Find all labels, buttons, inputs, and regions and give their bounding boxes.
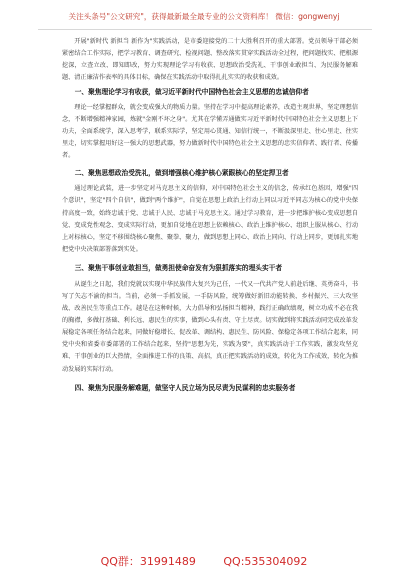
qq-group-text: QQ群：31991489 xyxy=(100,555,196,568)
header-divider xyxy=(38,29,372,30)
article-body xyxy=(62,36,358,394)
section-1-paragraph: 理论一经掌握群众，就会变成强大的物质力量。坚持在学习中提高理论素养，改造主观世界，坚定理想信念，不断增强精神家园，炼就"金刚不坏之身"。尤其在学懂弄通做实习近平新时代中国特色社会主义思想上下功夫，全面系统学，深入思考学，联系实际学，坚定用心贯通、知信行统一，不断汲深里走、往心里走、往实里走，切实掌握用好这一强大的思想武器，努力做新时代中国特色社会主义思想的忠实信仰者、践行者、传播者。 xyxy=(62,103,358,159)
section-2-heading: 二、聚焦思想政治受洗礼，做到增强核心维护核心紧跟核心的坚定捍卫者 xyxy=(74,168,289,177)
section-2-paragraph: 通过理论武装，进一步坚定对马克思主义的信仰，对中国特色社会主义的信念，传承红色基因，增强"四个意识"，坚定"四个自信"，做到"两个维护"，自觉在思想上政治上行动上同以习近平同志为核心的党中央保持高度一致，始终忠诚于党、忠诚于人民、忠诚于马克思主义。通过学习教育，进一步把维护核心变成思想自觉、变成党性观念、变成实际行动，更加自觉地在思想上依赖核心、政治上维护核心、组织上服从核心、行动上对标核心，坚定不移围绕核心聚焦、聚拳、聚力，做到思想上同心、政治上同向、行动上同步，更加扎实地把党中央决策部署落到实处。 xyxy=(62,185,358,253)
qq-number-text: QQ:535304092 xyxy=(223,555,308,568)
intro-paragraph: 开展"新时代 新担当 新作为"实践活动，是市委迎接党的二十大胜利召开的重大部署。党员领导干部必须紧密结合工作实际，把学习教育、调查研究、检视问题、整改落实贯穿实践活动全过程，把问题找实、把根源挖深，立查立改、即知即改，努力实现理论学习有收获、思想政治受洗礼、干事创业敢担当、为民服务解难题、清正廉洁作表率的具体目标，确保在实践活动中取得扎扎实实的收获和成效。 xyxy=(62,38,358,82)
section-3-heading: 三、聚焦干事创业敢担当，做勇担使命奋发有为狠抓落实的埋头实干者 xyxy=(74,263,283,272)
header-banner: 关注头条号"公文研究"，获得最新最全最专业的公文资料库！ 微信：gongwenyj xyxy=(68,12,340,21)
footer-contact xyxy=(0,555,408,569)
section-1-heading: 一、聚焦理论学习有收获，做习近平新时代中国特色社会主义思想的忠诚信仰者 xyxy=(74,88,309,97)
section-4-heading: 四、聚焦为民服务解难题，做坚守人民立场为民尽责为民谋利的忠实服务者 xyxy=(74,383,296,392)
section-3-paragraph: 从诞生之日起，我们党就以实现中华民族伟大复兴为己任，一代又一代共产党人前赴后继、英勇奋斗，书写了矢志不渝的担当。当前，必须一手抓发展，一手防风险，统筹做好新旧动能转换、乡村振兴、三大攻坚战、改善民生等重点工作。越是在这种时候，大力倡导和弘扬担当精神，践行正确政绩观，树立功成不必在我的胸襟，多做打基础、利长远、惠民生的实事，做到心头有责、守土尽责。切实做到将实践活动同完成改革发展稳定各项任务结合起来，同做好稳增长、促改革、调结构、惠民生、防风险、保稳定各项工作结合起来，同党中央和省委市委部署的工作结合起来，坚持"思想为先，实践为要"，真实践活动于工作实践，激发攻坚克难、干事创业的巨大热情，全面推进工作的良策、高招，真正把实践活动的成效，转化为工作成效，转化为推动发展的实际行动。 xyxy=(62,281,358,373)
